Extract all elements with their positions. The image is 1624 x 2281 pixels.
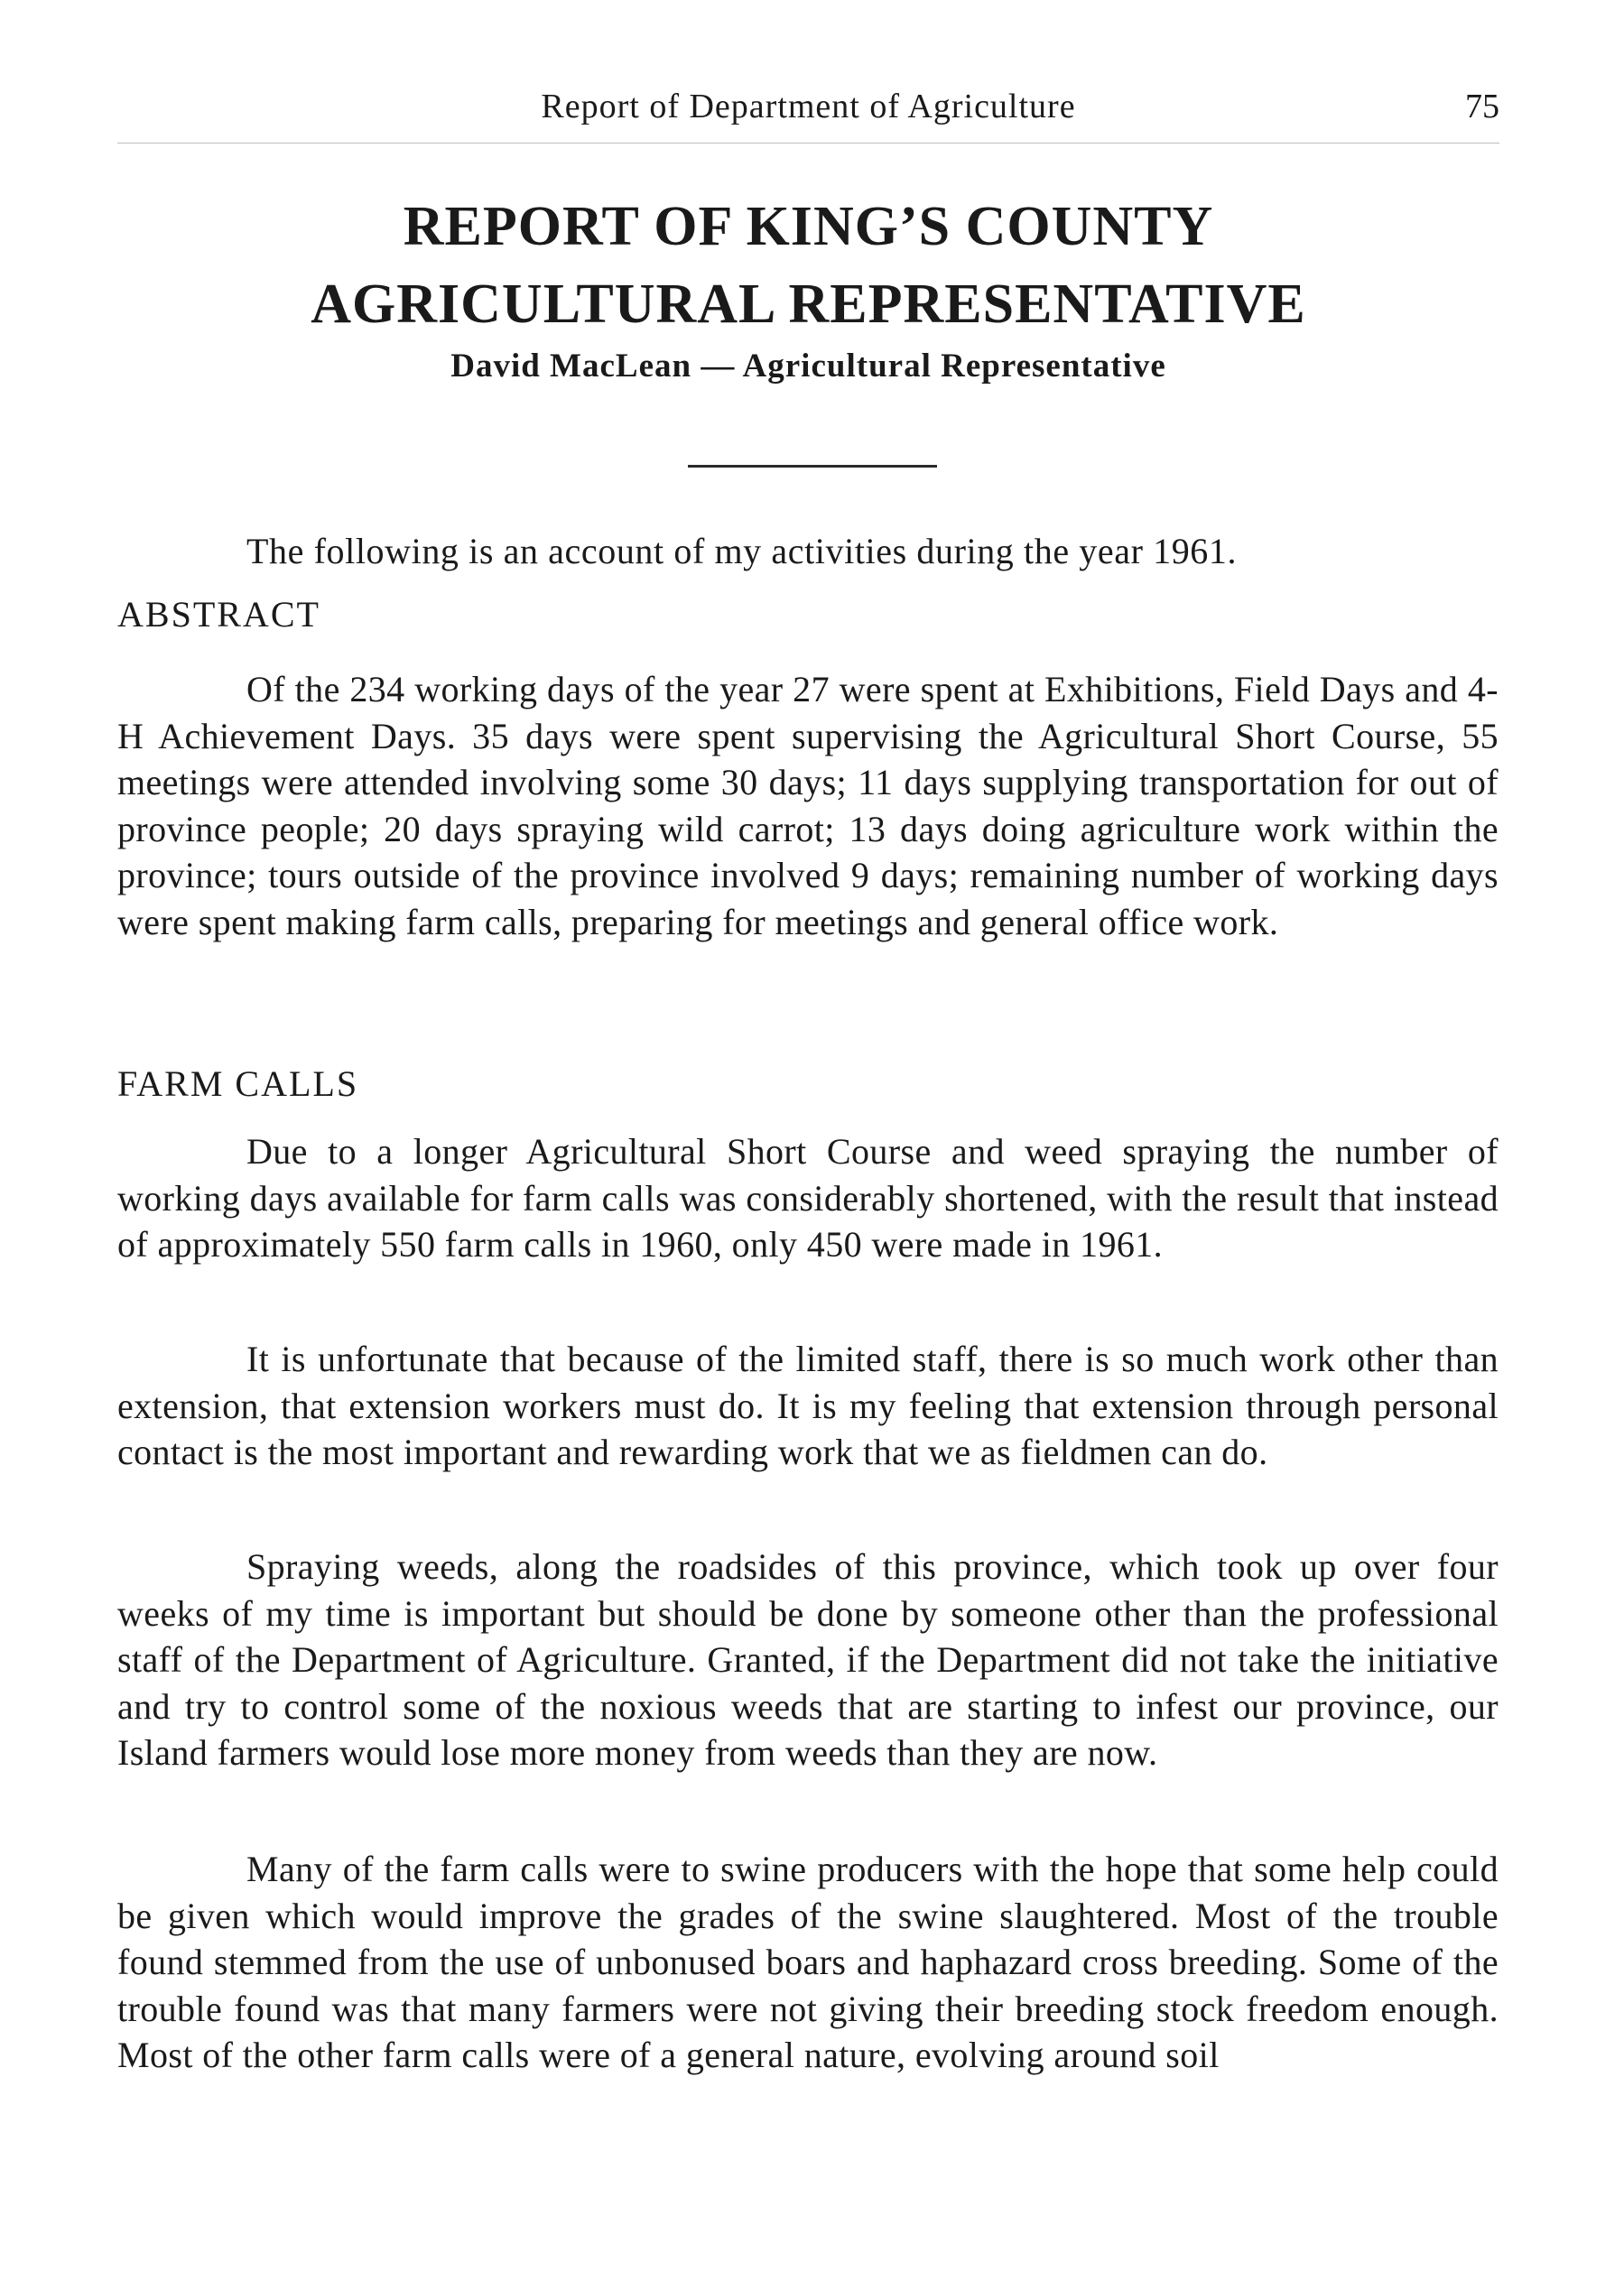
section-body-farm-calls-3 (117, 1544, 1499, 1776)
header-rule (117, 143, 1499, 144)
paragraph: Many of the farm calls were to swine producers with the hope that some help could be given which would improve the grades of the swine slaughtered. Most of the trouble found stemmed from the use of unbonused boars and haphazard cross breeding. Some of the trouble found was that many farmers were not giving their breeding stock freedom enough. Most of the other farm calls were of a general nature, evolving around soil (117, 1849, 1499, 2075)
paragraph: Of the 234 working days of the year 27 were spent at Exhibitions, Field Days and 4-H Achievement Days. 35 days were spent supervising the Agricultural Short Course, 55 meetings were attended involving some 30 days; 11 days supplying transportation for out of province people; 20 days spraying wild carrot; 13 days doing agriculture work within the province; tours outside of the province involved 9 days; remaining number of working days were spent making farm calls, preparing for meetings and general office work. (117, 669, 1499, 942)
report-title (117, 188, 1499, 343)
running-header-title: Report of Department of Agriculture (541, 88, 1076, 125)
paragraph: Spraying weeds, along the roadsides of this province, which took up over four weeks of my time is important but should be done by someone other than the professional staff of the Department of Agriculture. Granted, if the Department did not take the initiative and try to control some of the noxious weeds that are starting to infest our province, our Island farmers would lose more money from weeds than they are now. (117, 1546, 1499, 1773)
intro-paragraph: The following is an account of my activities during the year 1961. (246, 531, 1238, 571)
section-body-abstract (117, 666, 1499, 945)
paragraph: Due to a longer Agricultural Short Course and weed spraying the number of working days available for farm calls was considerably shortened, with the result that instead of approximately 550 farm calls in 1960, only 450 were made in 1961. (117, 1131, 1499, 1265)
section-body-farm-calls-2 (117, 1336, 1499, 1476)
running-header (117, 83, 1499, 130)
section-heading-farm-calls: FARM CALLS (117, 1063, 359, 1104)
section-body-farm-calls-4 (117, 1846, 1499, 2079)
author-byline: David MacLean — Agricultural Representative (450, 348, 1166, 385)
title-divider (688, 465, 937, 468)
section-heading-abstract: ABSTRACT (117, 594, 320, 635)
report-title-line-1: REPORT OF KING’S COUNTY (403, 196, 1214, 257)
report-title-line-2: AGRICULTURAL REPRESENTATIVE (311, 274, 1306, 335)
paragraph: It is unfortunate that because of the limited staff, there is so much work other than extension, that extension workers must do. It is my feeling that extension through personal contact is the most important and rewarding work that we as fieldmen can do. (117, 1339, 1499, 1472)
page-number: 75 (1465, 88, 1499, 125)
section-body-farm-calls-1 (117, 1128, 1499, 1268)
